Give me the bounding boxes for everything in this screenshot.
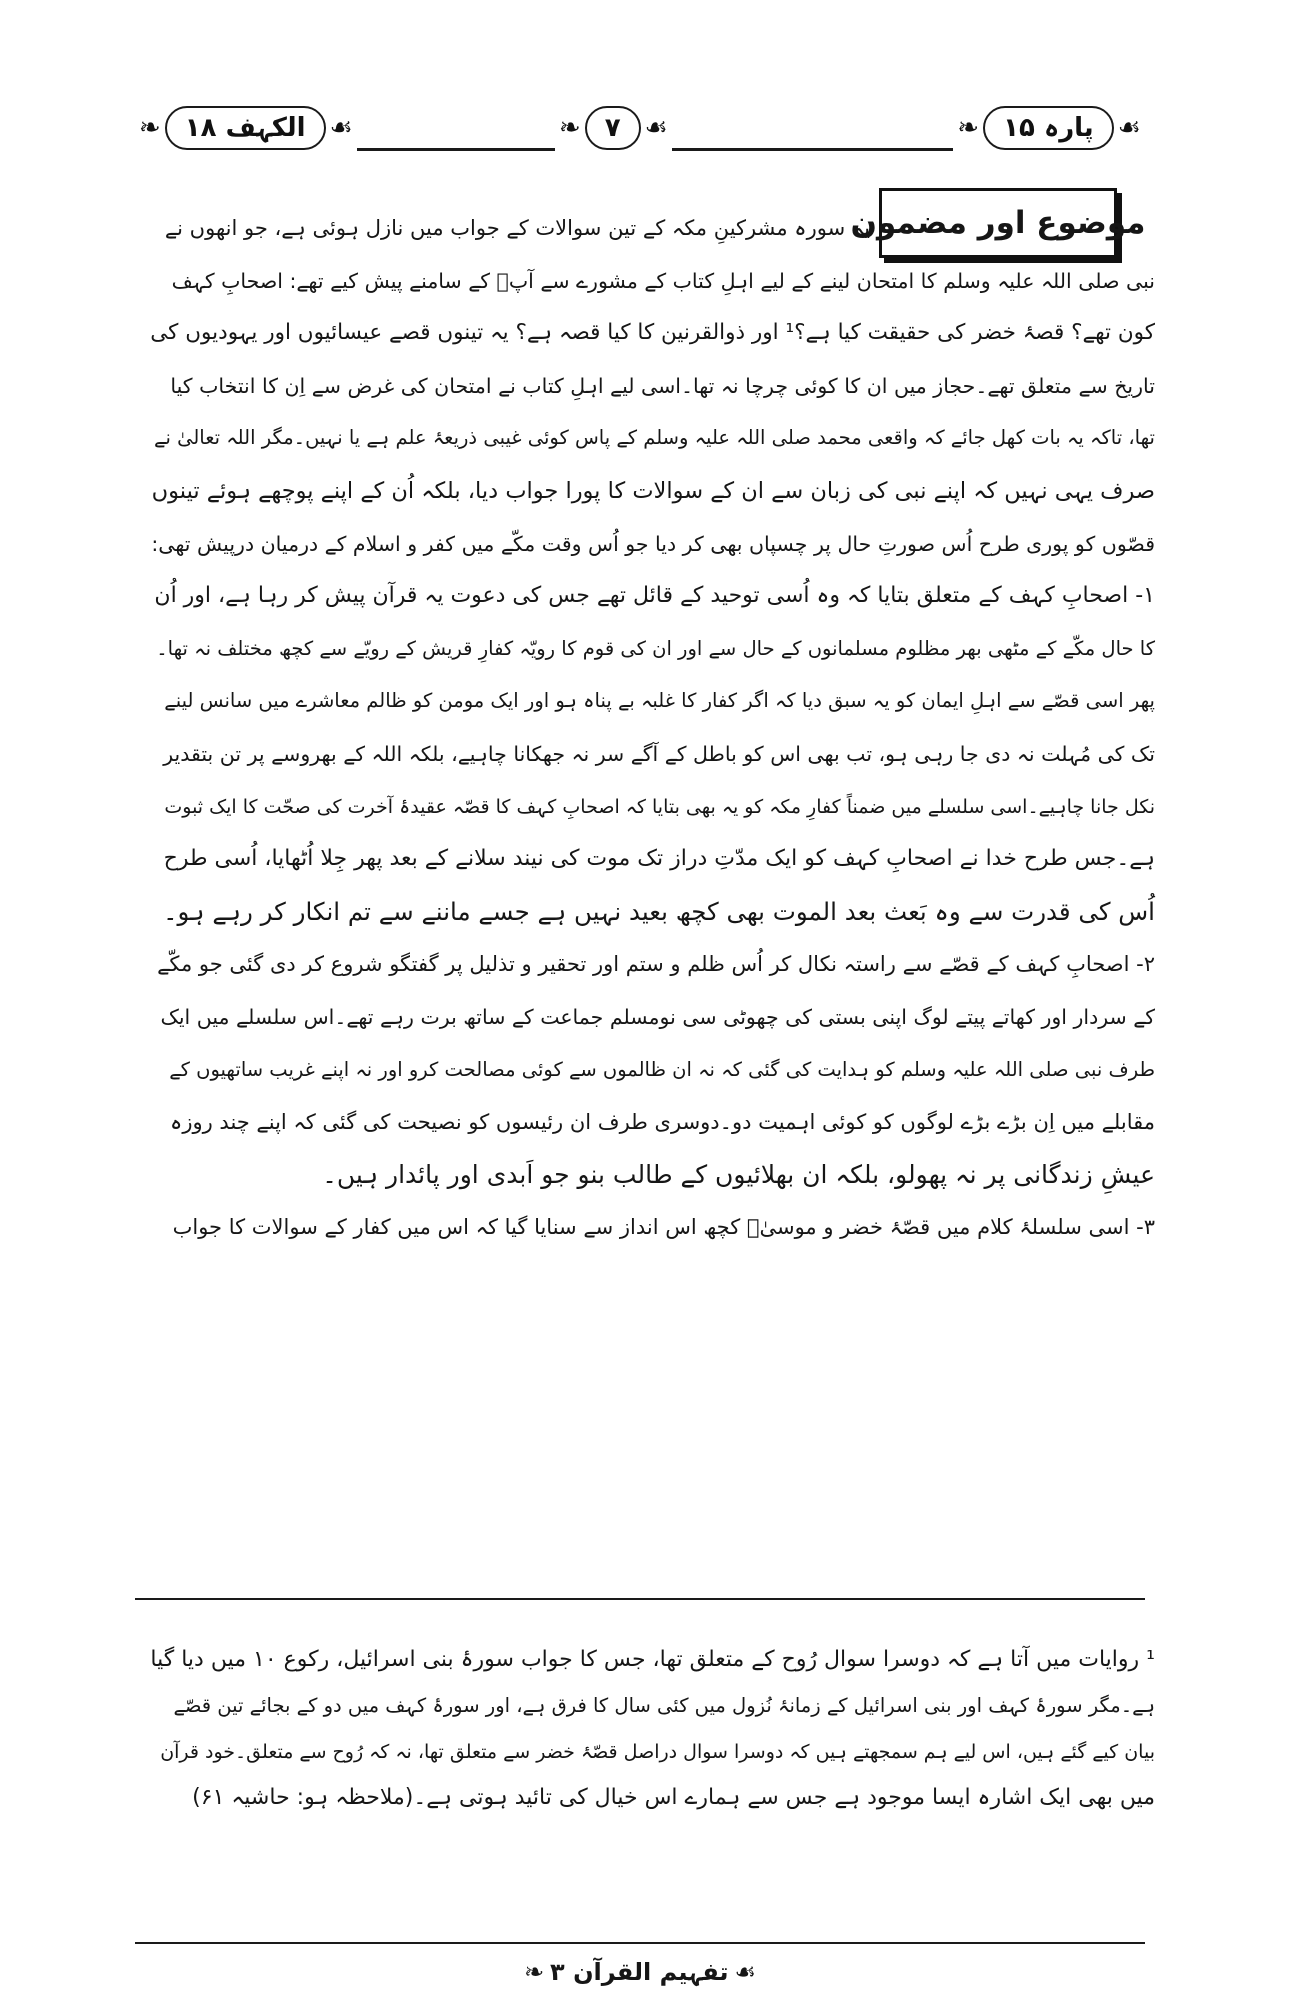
para-frame [983,106,1114,150]
floral-ornament-icon: ☙ [734,1958,757,1986]
body-line: نکل جانا چاہیے۔اسی سلسلے میں ضمناً کفارِ مکہ کو یہ بھی بتایا کہ اصحابِ کہف کا قصّہ عقیدۂ آخرت کی صحّت کا ایک ثبوت [164,795,1155,818]
body-line: تھا، تاکہ یہ بات کھل جائے کہ واقعی محمد صلی اللہ علیہ وسلم کے پاس کوئی غیبی ذریعۂ علم ہے یا نہیں۔مگر اللہ تعالیٰ نے [154,426,1155,450]
body-line: اُس کی قدرت سے وہ بَعث بعد الموت بھی کچھ بعید نہیں ہے جسے ماننے سے تم انکار کر رہے ہو۔ [163,896,1155,926]
body-line: ۲- اصحابِ کہف کے قصّے سے راستہ نکال کر اُس ظلم و ستم اور تحقیر و تذلیل پر گفتگو شروع کر دی گئی جو مکّے [157,952,1155,977]
body-line: عیشِ زندگانی پر نہ پھولو، بلکہ ان بھلائیوں کے طالب بنو جو اَبدی اور پائدار ہیں۔ [322,1159,1155,1189]
surah-frame [165,106,326,150]
page-number-ornament [555,104,672,152]
floral-ornament-icon: ☙ [1117,113,1141,143]
footnote-line: ہے۔مگر سورۂ کہف اور بنی اسرائیل کے زمانۂ نُزول میں کئی سال کا فرق ہے، اور سورۂ کہف میں دو کے بجائے تین قصّے [173,1694,1155,1717]
surah-name: الکہف ۱۸ [184,113,306,143]
body-line: مقابلے میں اِن بڑے بڑے لوگوں کو کوئی اہمیت دو۔دوسری طرف ان رئیسوں کو نصیحت کی گئی کہ اپنے چند روزہ [170,1110,1155,1135]
footnote-separator [135,1598,1145,1600]
floral-ornament-icon: ❧ [139,113,161,143]
floral-ornament-icon: ❧ [523,1958,545,1986]
book-title: تفہیم القرآن ۳ [550,1958,729,1986]
body-line: صرف یہی نہیں کہ اپنے نبی کی زبان سے ان کے سوالات کا پورا جواب دیا، بلکہ اُن کے اپنے پوچھے ہوئے تینوں [151,478,1155,504]
body-line: کون تھے؟ قصۂ خضر کی حقیقت کیا ہے؟¹ اور ذوالقرنین کا کیا قصہ ہے؟ یہ تینوں قصے عیسائیوں اور یہودیوں کی [150,320,1155,346]
floral-ornament-icon: ☙ [329,113,353,143]
floral-ornament-icon: ❧ [559,113,581,143]
footnote-line: بیان کیے گئے ہیں، اس لیے ہم سمجھتے ہیں کہ دوسرا سوال دراصل قصّۂ خضر سے متعلق تھا، نہ کہ رُوح سے متعلق۔خود قرآن [160,1741,1155,1763]
section-heading: موضوع اور مضمون [850,205,1146,241]
book-title-ornament [508,1950,772,1994]
surah-ornament [135,104,357,152]
body-line: طرف نبی صلی اللہ علیہ وسلم کو ہدایت کی گئی کہ نہ ان ظالموں سے کوئی مصالحت کرو اور نہ اپنے غریب ساتھیوں کے [169,1057,1155,1081]
footnote-line: ¹ روایات میں آتا ہے کہ دوسرا سوال رُوح کے متعلق تھا، جس کا جواب سورۂ بنی اسرائیل، رکوع ۱۰ میں دیا گیا [150,1647,1155,1672]
page-number: ۷ [604,113,621,143]
page-number-frame [585,106,641,150]
body-line: ۱- اصحابِ کہف کے متعلق بتایا کہ وہ اُسی توحید کے قائل تھے جس کی دعوت یہ قرآن پیش کر رہا ہے، اور اُن [154,583,1155,609]
floral-ornament-icon: ☙ [644,113,668,143]
footer-rule [135,1942,1145,1944]
body-line: یہ سورہ مشرکینِ مکہ کے تین سوالات کے جواب میں نازل ہوئی ہے، جو انھوں نے [164,216,870,240]
footnote-line: میں بھی ایک اشارہ ایسا موجود ہے جس سے ہمارے اس خیال کی تائید ہوتی ہے۔(ملاحظہ ہو: حاشیہ ۶۱) [192,1785,1155,1810]
body-line: نبی صلی اللہ علیہ وسلم کا امتحان لینے کے لیے اہلِ کتاب کے مشورے سے آپؐ کے سامنے پیش کیے تھے: اصحابِ کہف [171,268,1155,293]
body-line: کا حال مکّے کے مٹھی بھر مظلوم مسلمانوں کے حال سے اور ان کی قوم کا رویّہ کفارِ قریش کے رویّے سے کچھ مختلف نہ تھا۔ [156,636,1155,660]
body-line: کے سردار اور کھاتے پیتے لوگ اپنی بستی کی چھوٹی سی نومسلم جماعت کے ساتھ برت رہے تھے۔اس سلسلے میں ایک [160,1005,1155,1029]
body-line: تاریخ سے متعلق تھے۔حجاز میں ان کا کوئی چرچا نہ تھا۔اسی لیے اہلِ کتاب نے امتحان کی غرض سے اِن کا انتخاب کیا [170,373,1155,398]
page-header [135,102,1145,162]
floral-ornament-icon: ❧ [957,113,980,143]
body-line: پھر اسی قصّے سے اہلِ ایمان کو یہ سبق دیا کہ اگر کفار کا غلبہ بے پناہ ہو اور ایک مومن کو ظالم معاشرے میں سانس لینے [164,689,1155,713]
body-line: ۳- اسی سلسلۂ کلام میں قصّۂ خضر و موسیٰؑ کچھ اس انداز سے سنایا گیا کہ اس میں کفار کے سوالات کا جواب [172,1215,1155,1240]
body-line: قصّوں کو پوری طرح اُس صورتِ حال پر چسپاں بھی کر دیا جو اُس وقت مکّے میں کفر و اسلام کے درمیان درپیش تھی: [151,531,1155,556]
page-footer [135,1942,1145,1998]
section-heading-box [850,188,1146,258]
body-line: تک کی مُہلت نہ دی جا رہی ہو، تب بھی اس کو باطل کے آگے سر نہ جھکانا چاہیے، بلکہ اللہ کے بھروسے پر تن بتقدیر [163,742,1155,766]
para-number: پارہ ۱۵ [1003,113,1094,143]
para-ornament [953,104,1145,152]
body-line: ہے۔جس طرح خدا نے اصحابِ کہف کو ایک مدّتِ دراز تک موت کی نیند سلانے کے بعد پھر جِلا اُٹھایا، اُسی طرح [163,846,1155,872]
